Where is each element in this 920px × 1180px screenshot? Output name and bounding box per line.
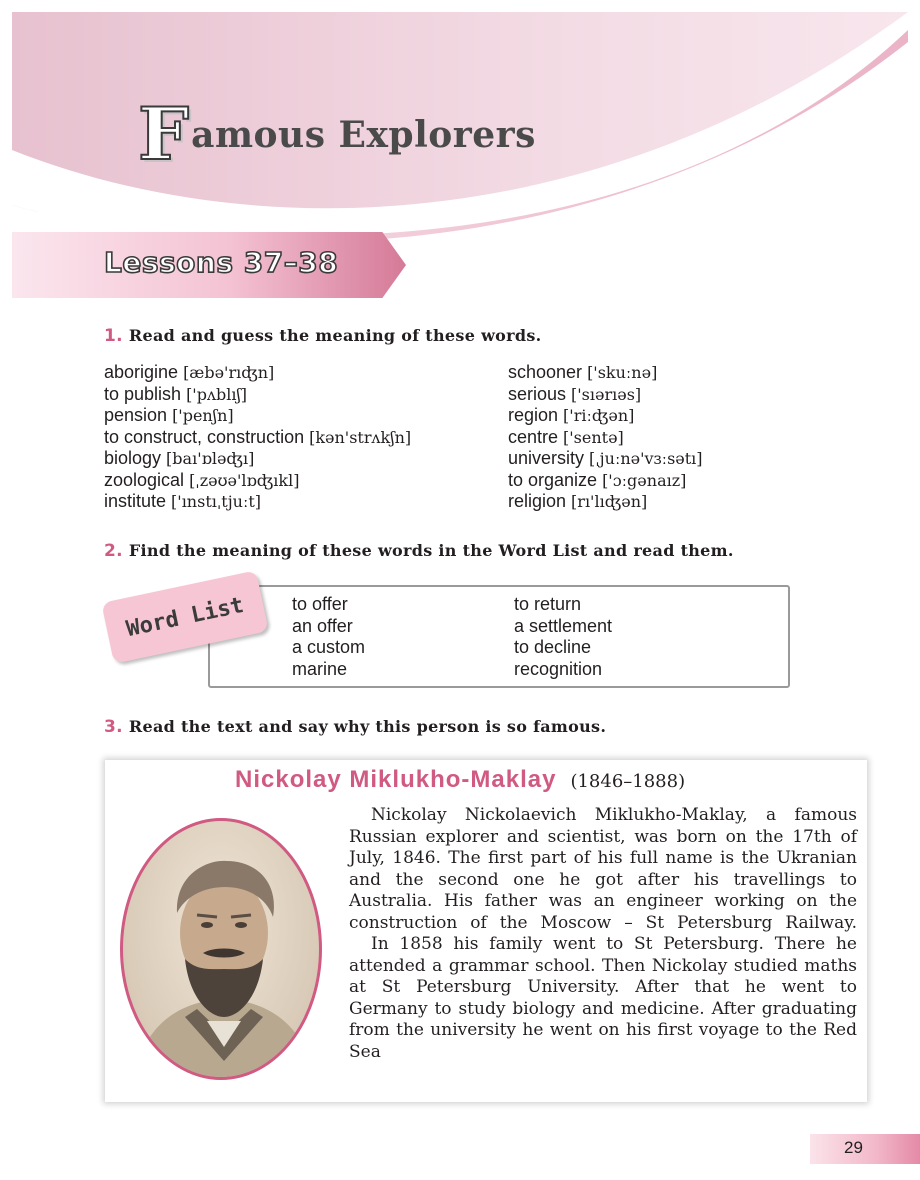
reading-text [349,805,857,1063]
word-list-item: to decline [514,637,592,657]
page-number: 29 [844,1138,863,1157]
word-list-item: an offer [292,615,353,636]
word-list-left [292,594,365,680]
reading-years: (1846–1888) [570,771,686,792]
lessons-banner-text: Lessons 37–38 [104,246,339,279]
word-list-item: recognition [514,658,603,679]
task-1-text: Read and guess the meaning of these words. [128,326,542,345]
task-2-instruction [104,541,734,561]
task-1-number: 1. [104,326,123,346]
page-number-tab [810,1134,920,1164]
reading-paragraph-2: In 1858 his family went to St Petersburg. There he attended a grammar school. Then Nickolay studied maths at St Petersburg University. After that he went to Germany to study biology and medicine. After graduating from the university he went on his first voyage to the Red Sea [349,934,857,1062]
chapter-title [138,91,536,176]
vocab-item: biology [baı'ɒləʤı] [104,448,255,468]
task-3-text: Read the text and say why this person is so famous. [128,717,607,736]
title-initial-letter: F [138,91,190,176]
word-list-item: marine [292,658,348,679]
reading-person-name: Nickolay Miklukho-Maklay [235,766,557,793]
task-3-number: 3. [104,717,123,737]
vocab-item: pension ['penʃn] [104,405,234,425]
word-list-badge-label: Word List [124,592,246,642]
vocab-list-left [104,362,411,513]
vocab-item: region ['riːʤən] [508,405,635,425]
task-2-text: Find the meaning of these words in the Word List and read them. [128,541,734,560]
reading-paragraph-1: Nickolay Nickolaevich Miklukho-Maklay, a famous Russian explorer and scientist, was born on the 17th of July, 1846. The first part of his full name is the Ukranian and the second one he got after his travellings to Australia. His father was an engineer working on the construction of the Moscow – St Petersburg Railway. [349,805,857,933]
vocab-item: zoological [ˌzəʊə'lɒʤıkl] [104,469,300,490]
word-list-item: to return [514,594,582,614]
title-text: amous Explorers [191,114,536,156]
vocab-item: university [ˌjuːnə'vɜːsətı] [508,448,703,468]
task-2-number: 2. [104,541,123,561]
word-list-right [514,594,612,680]
vocab-item: religion [rı'lıʤən] [508,491,648,511]
task-1-instruction [104,326,542,346]
vocab-item: to publish ['pʌblıʃ] [104,383,248,404]
word-list-item: a settlement [514,615,613,636]
task-3-instruction [104,717,606,737]
vocab-item: schooner ['skuːnə] [508,362,658,382]
word-list-item: to offer [292,594,348,614]
vocab-item: to organize ['ɔːgənaız] [508,469,687,490]
vocab-item: institute ['ınstıˌtjuːt] [104,491,262,511]
vocab-item: to construct, construction [kən'strʌkʃn] [104,426,412,447]
vocab-list-right [508,362,703,513]
vocab-item: aborigine [æbə'rıʤn] [104,362,275,382]
reading-title [235,766,685,794]
portrait-photo [120,818,322,1080]
vocab-item: centre ['sentə] [508,426,624,447]
portrait-illustration [123,821,322,1080]
word-list-item: a custom [292,637,366,657]
vocab-item: serious ['sıərıəs] [508,383,642,404]
